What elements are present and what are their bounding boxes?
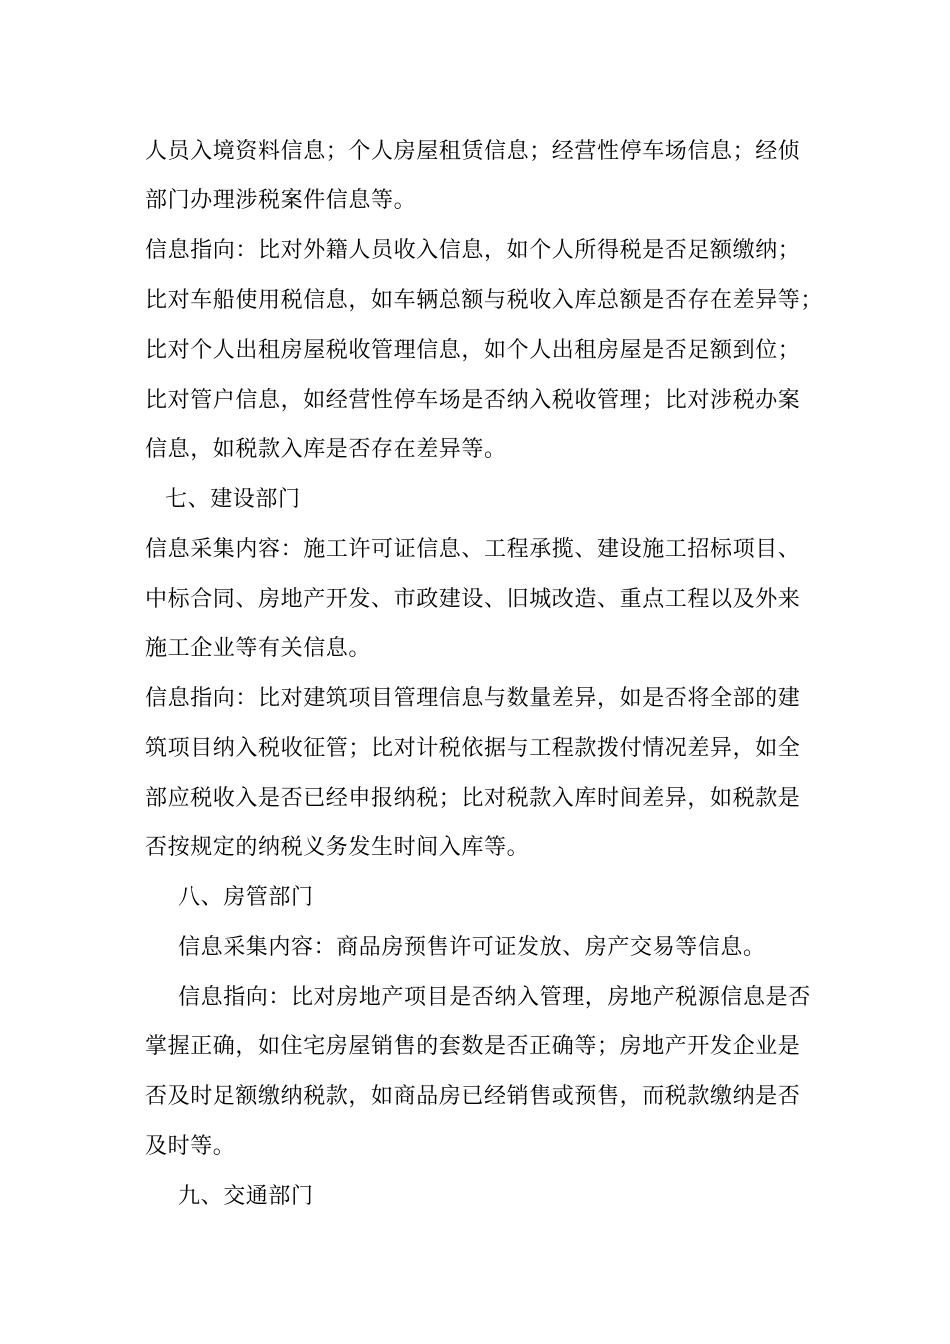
text-line: 人员入境资料信息；个人房屋租赁信息；经营性停车场信息；经侦 <box>145 139 801 164</box>
section-heading: 八、房管部门 <box>178 885 314 910</box>
text-line: 信息，如税款入库是否存在差异等。 <box>145 437 507 462</box>
text-line: 否及时足额缴纳税款，如商品房已经销售或预售，而税款缴纳是否 <box>145 1084 801 1109</box>
text-line: 部应税收入是否已经申报纳税；比对税款入库时间差异，如税款是 <box>145 786 801 811</box>
text-line: 信息指向：比对房地产项目是否纳入管理，房地产税源信息是否 <box>178 985 811 1010</box>
section-heading: 七、建设部门 <box>165 487 301 512</box>
section-heading: 九、交通部门 <box>178 1184 314 1209</box>
text-line: 及时等。 <box>145 1134 236 1159</box>
text-line: 信息采集内容：施工许可证信息、工程承揽、建设施工招标项目、 <box>145 537 801 562</box>
text-line: 否按规定的纳税义务发生时间入库等。 <box>145 835 530 860</box>
text-line: 信息指向：比对外籍人员收入信息，如个人所得税是否足额缴纳； <box>145 238 801 263</box>
text-line: 施工企业等有关信息。 <box>145 636 372 661</box>
text-line: 中标合同、房地产开发、市政建设、旧城改造、重点工程以及外来 <box>145 587 801 612</box>
text-line: 筑项目纳入税收征管；比对计税依据与工程款拨付情况差异，如全 <box>145 736 801 761</box>
text-line: 比对管户信息，如经营性停车场是否纳入税收管理；比对涉税办案 <box>145 388 801 413</box>
text-line: 信息指向：比对建筑项目管理信息与数量差异，如是否将全部的建 <box>145 686 801 711</box>
text-line: 比对个人出租房屋税收管理信息，如个人出租房屋是否足额到位； <box>145 338 801 363</box>
text-line: 信息采集内容：商品房预售许可证发放、房产交易等信息。 <box>178 935 766 960</box>
text-line: 掌握正确，如住宅房屋销售的套数是否正确等；房地产开发企业是 <box>145 1034 801 1059</box>
text-line: 比对车船使用税信息，如车辆总额与税收入库总额是否存在差异等； <box>145 288 824 313</box>
text-line: 部门办理涉税案件信息等。 <box>145 188 417 213</box>
